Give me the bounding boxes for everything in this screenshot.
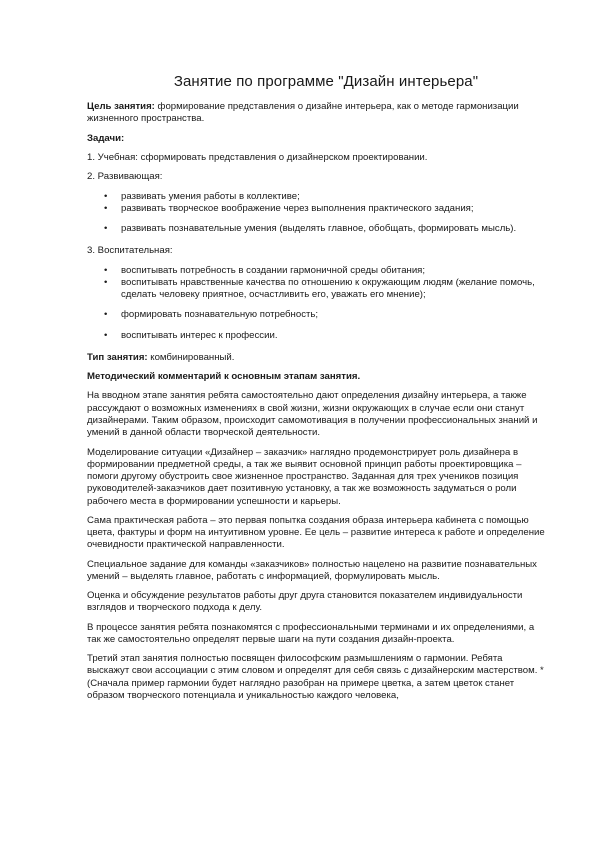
lesson-type-text: комбинированный. bbox=[147, 351, 235, 363]
developmental-list bbox=[87, 191, 545, 236]
lesson-type-paragraph bbox=[87, 352, 545, 364]
task-developmental: 2. Развивающая: bbox=[87, 171, 163, 183]
body-paragraph: На вводном этапе занятия ребята самостоятельно дают определения дизайну интерьера, а также рассуждают о возможных изменениях в свой жизни, жизни окружающих в случае если они станут дизайнерами. Таким образом, происходит самомотивация в получении профессиональных знаний и умений в данной области творческой деятельности. bbox=[87, 390, 538, 439]
body-paragraph: Моделирование ситуации «Дизайнер – заказчик» наглядно продемонстрирует роль дизайнера в формировании предметной среды, а так же выявит основной принцип работы проектировщика – помоги другому обустроить свое жизненное пространство. Заданная для трех учеников позиция руководителей-заказчиков дает позитивную установку, а так же возможность задуматься о роли рабочего места в формировании успешности и карьеры. bbox=[87, 446, 522, 507]
list-item: • развивать познавательные умения (выделять главное, обобщать, формировать мысль). bbox=[121, 223, 545, 235]
list-item: • формировать познавательную потребность; bbox=[121, 309, 545, 321]
list-item: • воспитывать потребность в создании гармоничной среды обитания; bbox=[121, 265, 545, 277]
body-paragraph: В процессе занятия ребята познакомятся с профессиональными терминами и их определениями, а так же самостоятельно определят первые шаги на пути создания дизайн-проекта. bbox=[87, 621, 535, 645]
list-item: • развивать творческое воображение через выполнения практического задания; bbox=[121, 203, 545, 215]
body-paragraph: Специальное задание для команды «заказчиков» полностью нацелено на развитие познавательных умений – выделять главное, работать с информацией, формулировать мысль. bbox=[87, 558, 537, 582]
upbringing-list bbox=[87, 265, 545, 342]
goal-paragraph bbox=[87, 101, 545, 126]
list-item: • воспитывать нравственные качества по отношению к окружающим людям (желание помочь, сделать человеку приятное, осчастливить его, уважать его мнение); bbox=[121, 277, 545, 302]
task-educational: 1. Учебная: сформировать представления о дизайнерском проектировании. bbox=[87, 151, 428, 163]
list-item: • воспитывать интерес к профессии. bbox=[121, 330, 545, 342]
body-paragraph: Сама практическая работа – это первая попытка создания образа интерьера кабинета с помощью цвета, фактуры и форм на интуитивном уровне. Ее цель – развитие интереса к работе и определение очевидности практической направленности. bbox=[87, 514, 545, 551]
body-paragraph: Оценка и обсуждение результатов работы друг друга становится показателем индивидуальности взглядов и творческого подхода к делу. bbox=[87, 590, 523, 614]
tasks-heading: Задачи: bbox=[87, 132, 125, 144]
goal-label: Цель занятия: bbox=[87, 101, 155, 113]
page-title: Занятие по программе "Дизайн интерьера" bbox=[173, 73, 479, 90]
goal-text: формирование представления о дизайне интерьера, как о методе гармонизации жизненного пространства. bbox=[87, 101, 519, 125]
lesson-type-label: Тип занятия: bbox=[87, 351, 148, 363]
list-item: • развивать умения работы в коллективе; bbox=[121, 191, 545, 203]
method-heading: Методический комментарий к основным этапам занятия. bbox=[87, 371, 361, 383]
body-paragraph: Третий этап занятия полностью посвящен философским размышлениям о гармонии. Ребята выскажут свои ассоциации с этим словом и определят для себя связь с дизайнерским мастерством. *(Сначала пример гармонии будет наглядно разобран на примере цветка, а затем цветок станет образом творческого потенциала и уникальностью каждого человека, bbox=[87, 653, 544, 702]
task-upbringing: 3. Воспитательная: bbox=[87, 245, 173, 257]
